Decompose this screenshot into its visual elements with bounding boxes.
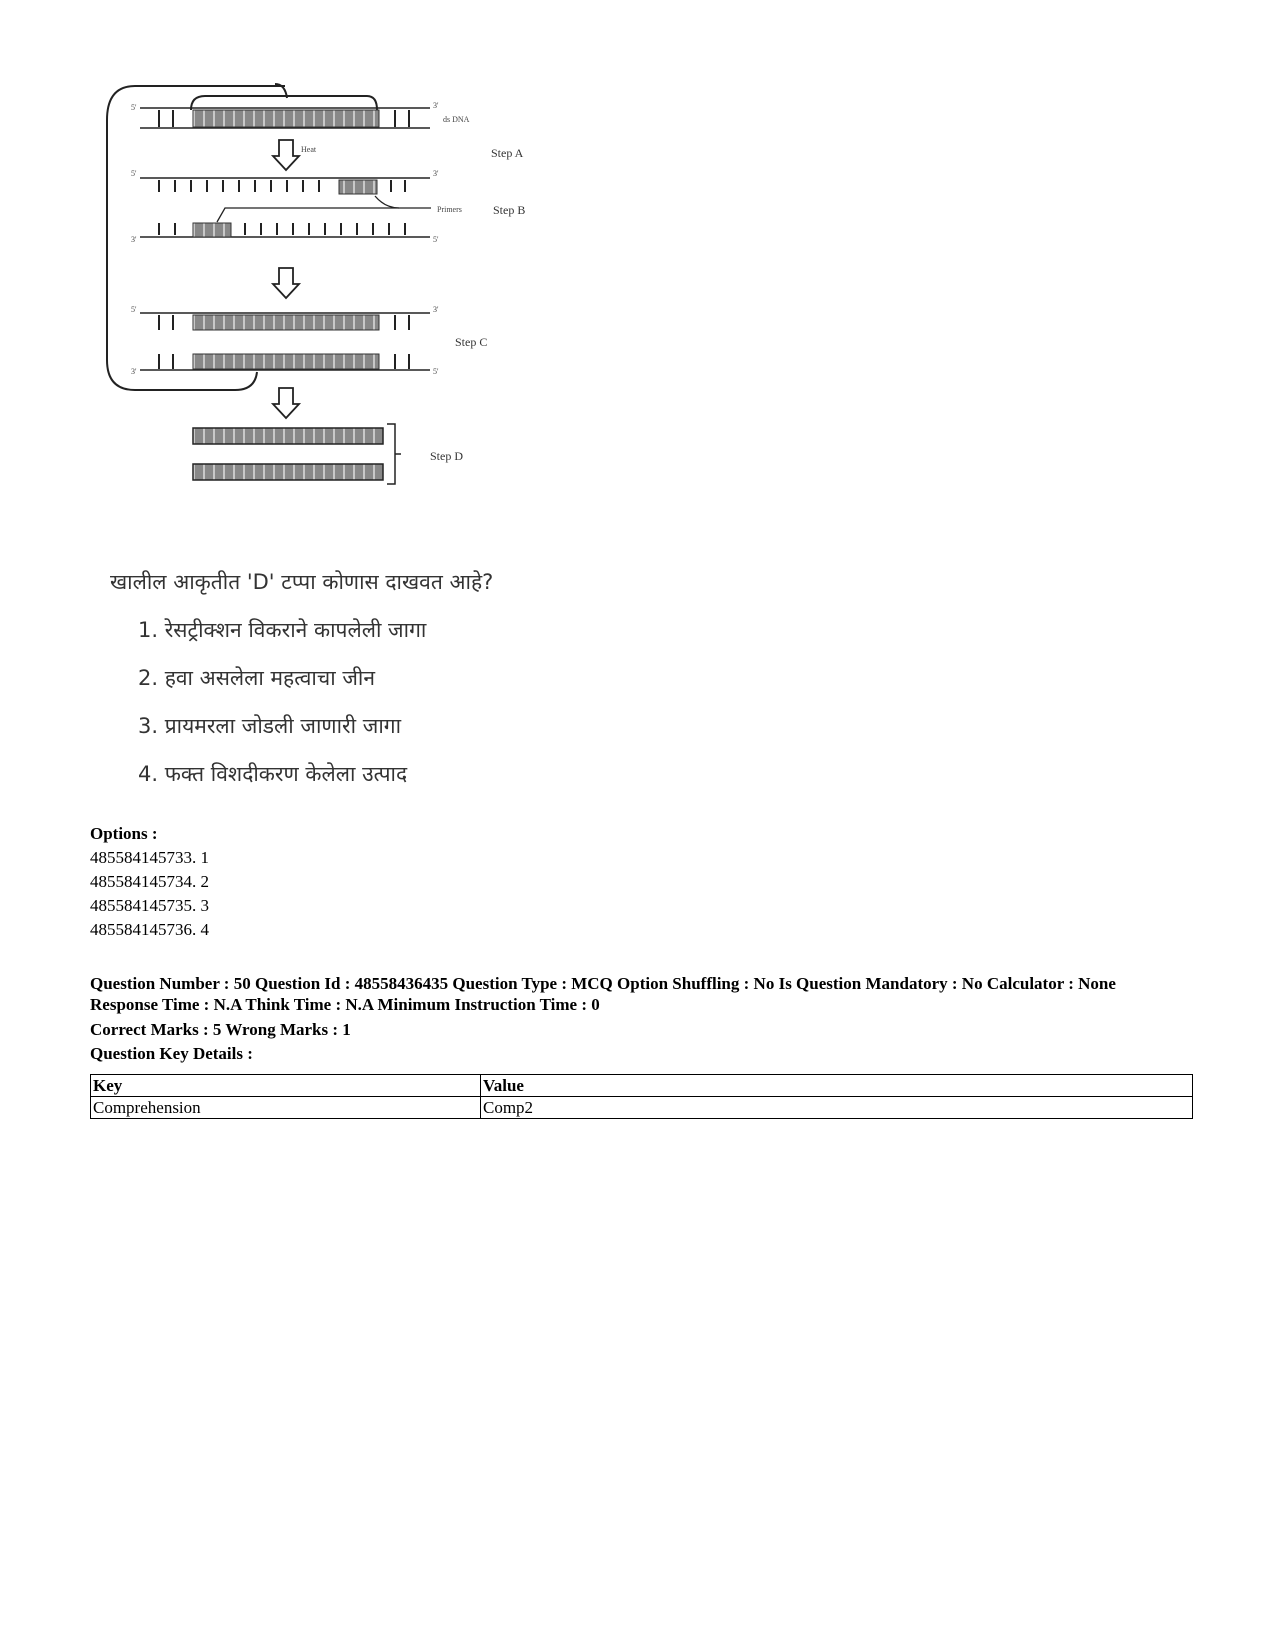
table-header-value: Value: [481, 1075, 1193, 1097]
options-heading: Options :: [90, 824, 158, 843]
svg-text:3': 3': [131, 235, 137, 244]
svg-text:5': 5': [433, 367, 439, 376]
ds-dna-label: ds DNA: [443, 115, 470, 124]
svg-text:5': 5': [131, 305, 137, 314]
question-text: खालील आकृतीत 'D' टप्पा कोणास दाखवत आहे?: [110, 570, 494, 594]
key-details-heading: Question Key Details :: [90, 1044, 253, 1063]
heat-arrow: [273, 140, 317, 170]
svg-text:3': 3': [433, 101, 439, 110]
option-item: 485584145733. 1: [90, 848, 209, 867]
svg-text:5': 5': [433, 235, 439, 244]
option-item: 485584145735. 3: [90, 896, 209, 915]
question-choice-4: 4. फक्त विशदीकरण केलेला उत्पाद: [138, 762, 408, 786]
step-d-label: Step D: [430, 449, 463, 463]
step-b-label: Step B: [493, 203, 526, 217]
table-cell-key: Comprehension: [91, 1097, 481, 1119]
primers-label: Primers: [437, 205, 462, 214]
step-a-label: Step A: [491, 146, 524, 160]
down-arrow-icon-2: [273, 388, 299, 418]
question-choice-3: 3. प्रायमरला जोडली जाणारी जागा: [138, 714, 402, 738]
option-item: 485584145734. 2: [90, 872, 209, 891]
pcr-diagram: [95, 80, 565, 515]
svg-text:3': 3': [433, 305, 439, 314]
step-a-dsdna: [131, 101, 470, 128]
question-meta-line-1: Question Number : 50 Question Id : 48558436435 Question Type : MCQ Option Shuffling : No Is Question Mandatory : No Calculator : None: [90, 974, 1116, 993]
step-d-products: [193, 424, 401, 484]
pcr-diagram-svg: [95, 80, 565, 515]
svg-text:3': 3': [433, 169, 439, 178]
question-choice-1: 1. रेसट्रीक्शन विकराने कापलेली जागा: [138, 618, 427, 642]
step-b-strands: [131, 169, 462, 244]
step-c-label: Step C: [455, 335, 488, 349]
heat-label: Heat: [301, 145, 317, 154]
svg-text:3': 3': [131, 367, 137, 376]
question-meta-line-2: Response Time : N.A Think Time : N.A Minimum Instruction Time : 0: [90, 995, 600, 1014]
question-choice-2: 2. हवा असलेला महत्वाचा जीन: [138, 666, 375, 690]
step-c-extension: [131, 305, 439, 376]
marks-line: Correct Marks : 5 Wrong Marks : 1: [90, 1020, 351, 1039]
option-item: 485584145736. 4: [90, 920, 209, 939]
svg-text:5': 5': [131, 103, 137, 112]
table-row: [91, 1097, 1193, 1119]
down-arrow-icon: [273, 268, 299, 298]
svg-text:5': 5': [131, 169, 137, 178]
table-header-key: Key: [91, 1075, 481, 1097]
table-cell-value: Comp2: [481, 1097, 1193, 1119]
table-header-row: [91, 1075, 1193, 1097]
question-key-table: [90, 1074, 1193, 1119]
